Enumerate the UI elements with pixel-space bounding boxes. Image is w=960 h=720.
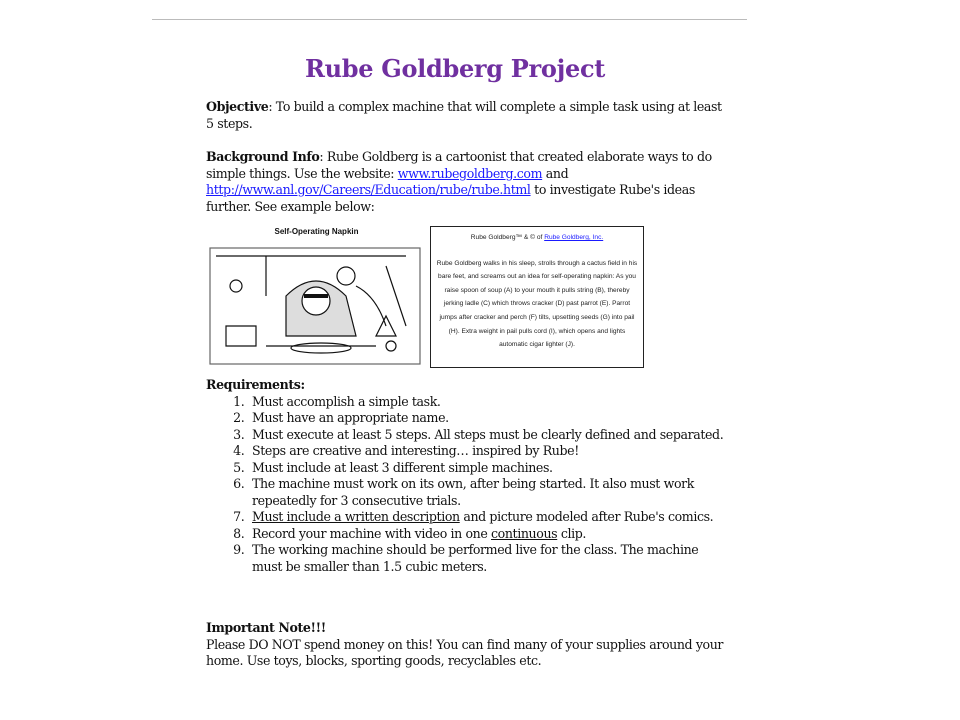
underlined-text: continuous: [491, 525, 558, 541]
credit-text: Rube Goldberg™ & © of: [470, 234, 545, 241]
underlined-text: Must include a written description: [252, 509, 460, 524]
requirement-item: 6. The machine must work on its own, after being started. It also must work repeatedly for 3 consecutive trials.: [248, 476, 726, 509]
background-label: Background Info: [206, 149, 320, 164]
requirement-text: and picture modeled after Rube's comics.: [459, 509, 714, 524]
page-top-rule: [152, 19, 747, 20]
requirement-item: [248, 509, 726, 526]
requirement-item: 2. Must have an appropriate name.: [248, 410, 726, 427]
page-title: Rube Goldberg Project: [304, 54, 606, 83]
important-note: [206, 620, 726, 670]
background-paragraph: [206, 149, 726, 215]
objective-paragraph: [206, 99, 726, 132]
rube-goldberg-inc-link[interactable]: Rube Goldberg, Inc.: [544, 234, 604, 241]
caption-text: Rube Goldberg walks in his sleep, strolls through a cactus field in his bare feet, and screams out an idea for self-operating napkin: As you raise spoon of soup (A) to your mouth it pulls string (B), thereby jerking ladle (C) which throws cracker (D) past parrot (E). Parrot jumps after cracker and perch (F) tilts, upsetting seeds (G) into pail (H). Extra weight in pail pulls cord (I), which opens and lights automatic cigar lighter (J).: [436, 259, 638, 349]
requirement-item: 4. Steps are creative and interesting… inspired by Rube!: [248, 443, 726, 460]
self-operating-napkin-cartoon: [206, 225, 427, 371]
caption-box: [430, 226, 644, 368]
anl-link[interactable]: http://www.anl.gov/Careers/Education/rube/rube.html: [206, 182, 531, 197]
requirement-item: 1. Must accomplish a simple task.: [248, 394, 726, 411]
note-text: Please DO NOT spend money on this! You can find many of your supplies around your home. Use toys, blocks, sporting goods, recyclables etc.: [206, 636, 724, 668]
cartoon-drawing: [206, 236, 427, 368]
requirement-text: Record your machine with video in one: [252, 525, 492, 541]
objective-text: : To build a complex machine that will complete a simple task using at least 5 steps.: [206, 99, 722, 131]
requirements-label: Requirements:: [206, 377, 305, 392]
objective-label: Objective: [206, 99, 269, 114]
requirements-section: [206, 377, 726, 575]
note-label: Important Note!!!: [206, 620, 326, 635]
cartoon-title: Self-Operating Napkin: [274, 227, 359, 236]
rubegoldberg-link[interactable]: www.rubegoldberg.com: [397, 165, 543, 181]
requirement-item: 9. The working machine should be performed live for the class. The machine must be smaller than 1.5 cubic meters.: [248, 542, 726, 575]
requirement-item: 5. Must include at least 3 different simple machines.: [248, 460, 726, 477]
requirement-item: [248, 526, 726, 543]
requirement-item: 3. Must execute at least 5 steps. All steps must be clearly defined and separated.: [248, 427, 726, 444]
background-text: and: [542, 165, 569, 181]
background-text: : Rube Goldberg is a cartoonist that created elaborate ways to do simple things. Use the website:: [206, 149, 712, 181]
requirement-text: clip.: [557, 525, 587, 541]
background-text: to investigate Rube's ideas further. See example below:: [206, 182, 695, 214]
